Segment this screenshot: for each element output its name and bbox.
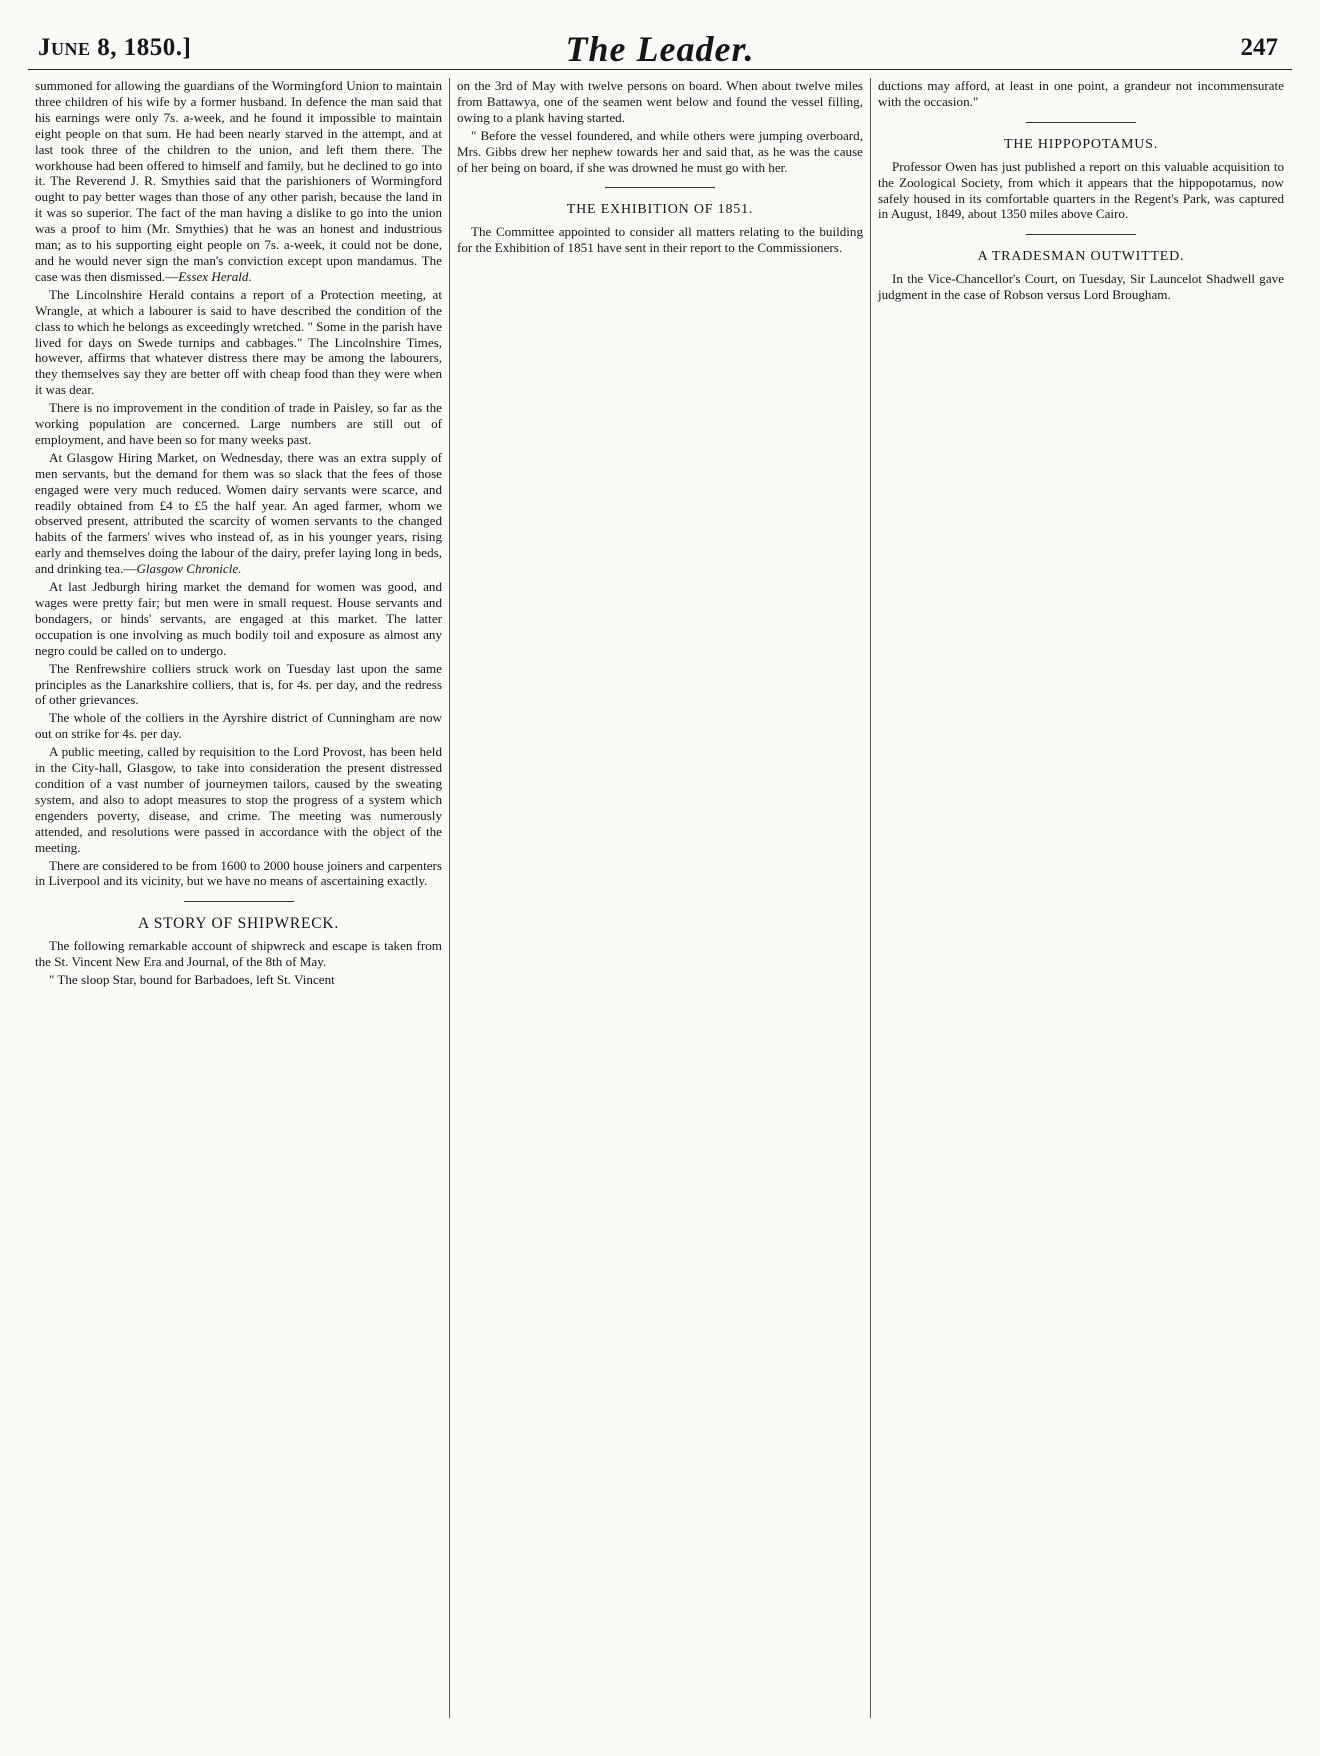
paragraph: A public meeting, called by requisition to the Lord Provost, has been held in the City-hall, Glasgow, to take into consideration the present distressed condition of a vast number of journeymen tailors, caused by the sweating system, and also to adopt measures to stop the progress of a system which engenders poverty, disease, and crime. The meeting was numerously attended, and resolutions were passed in accordance with the object of the meeting. — [35, 744, 442, 855]
heading-exhibition: THE EXHIBITION OF 1851. — [566, 202, 754, 218]
issue-date: June 8, 1850.] — [38, 34, 192, 61]
article-columns — [28, 78, 1292, 1718]
paragraph: The whole of the colliers in the Ayrshire district of Cunningham are now out on strike for 4s. per day. — [35, 710, 442, 742]
section-divider — [605, 187, 715, 188]
heading-tradesman: A TRADESMAN OUTWITTED. — [977, 249, 1185, 265]
heading-hippopotamus: THE HIPPOPOTAMUS. — [1003, 136, 1159, 152]
column-1 — [28, 78, 449, 1718]
newspaper-title: The Leader. — [565, 29, 755, 69]
column-3 — [870, 78, 1291, 1718]
paragraph: At last Jedburgh hiring market the demand for women was good, and wages were pretty fair; but men were in small request. House servants and bondagers, or hinds' servants, are engaged at this market. The latter occupation is one involving as much bodily toil and exposure as almost any negro could be called on to undergo. — [35, 579, 442, 658]
paragraph: The Renfrewshire colliers struck work on Tuesday last upon the same principles as the Lanarkshire colliers, that is, for 4s. per day, and the redress of other grievances. — [35, 660, 442, 708]
paragraph: summoned for allowing the guardians of the Wormingford Union to maintain three children of his wife by a former husband. In defence the man said that his earnings were only 7s. a-week, and he found it impossible to maintain eight people on that sum. He had been nearly starved in the attempt, and at last took three of the children to the union, and left them there. The workhouse had been offered to himself and family, but he declined to go into it. The Reverend J. R. Smythies said that the parishioners of Wormingford ought to pay better wages than those of any other parish, because the land in it was so superior. The fact of the man having a dislike to go into the union was a proof to him (Mr. Smythies) that he was an honest and industrious man; as to his supporting eight people on 7s. a-week, it could not be done, and he would never sign the man's conviction except upon mandamus. The case was then dismissed.—Essex Herald. — [35, 78, 442, 284]
heading-shipwreck: A STORY OF SHIPWRECK. — [137, 915, 340, 933]
newspaper-page — [28, 30, 1292, 1730]
paragraph: on the 3rd of May with twelve persons on board. When about twelve miles from Battawya, one of the seamen went below and found the vessel filling, owing to a plank having started. — [457, 78, 863, 125]
paragraph: The Committee appointed to consider all matters relating to the building for the Exhibition of 1851 have sent in their report to the Commissioners. — [457, 224, 863, 256]
column-2 — [449, 78, 870, 1718]
masthead — [28, 30, 1292, 70]
paragraph: There is no improvement in the condition of trade in Paisley, so far as the working population are concerned. Large numbers are still out of employment, and have been so for many weeks past. — [35, 400, 442, 447]
paragraph: At Glasgow Hiring Market, on Wednesday, there was an extra supply of men servants, but the demand for them was so slack that the fees of those engaged were very much reduced. Women dairy servants were scarce, and readily obtained from £4 to £5 the half year. An aged farmer, whom we observed present, attributed the scarcity of women servants to the changed habits of the farmers' wives who instead of, as in his younger years, rising early and themselves doing the labour of the dairy, prefer laying long in beds, and drinking tea.—Glasgow Chronicle. — [35, 449, 442, 577]
paragraph: The Lincolnshire Herald contains a report of a Protection meeting, at Wrangle, at which a labourer is said to have described the condition of the class to which he belongs as exceedingly wretched. " Some in the parish have lived for days on Swede turnips and cabbages." The Lincolnshire Times, however, affirms that whatever distress there may be among the labourers, they themselves say they are better off with cheap food than they were when it was dear. — [35, 286, 442, 398]
paragraph: There are considered to be from 1600 to 2000 house joiners and carpenters in Liverpool and its vicinity, but we have no means of ascertaining exactly. — [35, 857, 442, 889]
section-divider — [1026, 122, 1136, 123]
paragraph: ductions may afford, at least in one point, a grandeur not incommensurate with the occasion." — [878, 78, 1284, 109]
paragraph: " The sloop Star, bound for Barbadoes, left St. Vincent — [49, 972, 335, 988]
paragraph: In the Vice-Chancellor's Court, on Tuesday, Sir Launcelot Shadwell gave judgment in the case of Robson versus Lord Brougham. — [878, 271, 1284, 303]
page-number: 247 — [1240, 34, 1278, 61]
section-divider — [1026, 234, 1136, 235]
paragraph: The following remarkable account of shipwreck and escape is taken from the St. Vincent New Era and Journal, of the 8th of May. — [35, 938, 442, 970]
paragraph: " Before the vessel foundered, and while others were jumping overboard, Mrs. Gibbs drew her nephew towards her and said that, as he was the cause of her being on board, if she was drowned he must go with her. — [457, 127, 863, 175]
section-divider — [184, 901, 294, 902]
paragraph: Professor Owen has just published a report on this valuable acquisition to the Zoological Society, from which it appears that the hippopotamus, now safely housed in its comfortable quarters in the Regent's Park, was captured in August, 1849, about 1350 miles above Cairo. — [878, 158, 1284, 222]
